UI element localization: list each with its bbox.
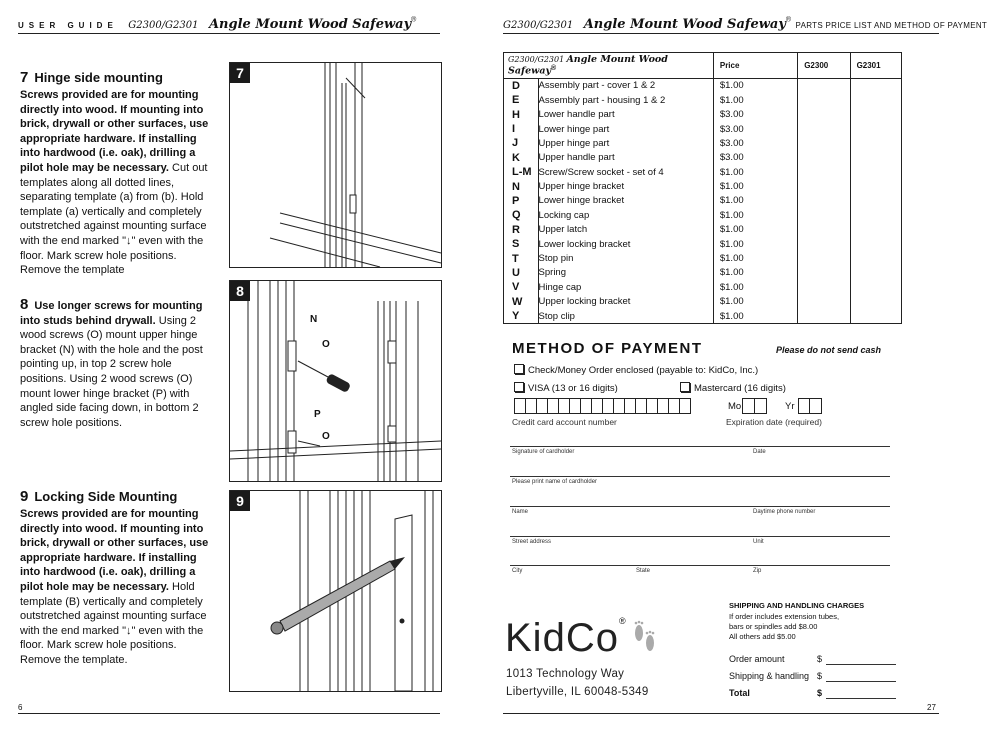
table-row	[504, 93, 902, 107]
figure-8-callout-p: P	[314, 409, 321, 420]
phone-label: Daytime phone number	[753, 509, 816, 515]
step-7-heading	[20, 69, 210, 87]
qty-g2301[interactable]	[850, 295, 901, 309]
part-price: $1.00	[713, 251, 797, 265]
street-label: Street address	[512, 539, 552, 545]
step-8-bold: Use longer screws for mounting into studs behind drywall.	[20, 300, 203, 327]
exp-year-box-2[interactable]	[809, 398, 822, 414]
table-row	[504, 179, 902, 193]
total-line[interactable]	[826, 698, 896, 699]
part-description: Screw/Screw socket - set of 4	[538, 165, 713, 179]
zip-label: Zip	[753, 568, 762, 574]
check-option-label: Check/Money Order enclosed (payable to: KidCo, Inc.)	[528, 365, 759, 376]
part-letter: R	[504, 223, 539, 237]
table-row	[504, 223, 902, 237]
part-description: Upper locking bracket	[538, 295, 713, 309]
shipping-title: SHIPPING AND HANDLING CHARGES	[729, 601, 865, 610]
visa-checkbox[interactable]	[514, 382, 524, 392]
city-label: City	[512, 568, 523, 574]
qty-g2300[interactable]	[798, 208, 850, 222]
yr-label: Yr	[785, 401, 795, 412]
step-7	[20, 69, 210, 278]
qty-g2301[interactable]	[850, 136, 901, 150]
table-model: G2300/G2301	[508, 55, 565, 64]
qty-g2301[interactable]	[850, 280, 901, 294]
qty-g2300[interactable]	[798, 151, 850, 165]
part-letter: K	[504, 151, 539, 165]
order-amount-line[interactable]	[826, 664, 896, 665]
qty-g2301[interactable]	[850, 309, 901, 324]
figure-8-label: 8	[230, 281, 250, 301]
kidco-logo-text: KidCo	[505, 616, 619, 660]
figure-8-illustration	[230, 281, 441, 481]
qty-g2301[interactable]	[850, 151, 901, 165]
step-8-number: 8	[20, 296, 29, 313]
left-footer-rule	[18, 713, 440, 714]
table-row	[504, 237, 902, 251]
qty-g2301[interactable]	[850, 194, 901, 208]
part-price: $3.00	[713, 136, 797, 150]
total-label: Total	[729, 688, 750, 698]
col-price: Price	[713, 53, 797, 79]
visa-option-label: VISA (13 or 16 digits)	[528, 383, 618, 394]
mastercard-option-label: Mastercard (16 digits)	[694, 383, 786, 394]
step-7-text: Cut out templates along all dotted lines, separating template (a) from (b). Hold template (a) vertically and completely outstretched against mounting surface with the end marked "↓" even with the floor. Mark screw hole positions. Remove the template	[20, 161, 208, 277]
left-brand: Angle Mount Wood Safeway	[208, 17, 412, 32]
part-letter: P	[504, 194, 539, 208]
mastercard-option[interactable]	[680, 382, 786, 394]
qty-g2301[interactable]	[850, 107, 901, 121]
qty-g2301[interactable]	[850, 266, 901, 280]
left-header	[18, 15, 416, 33]
name-line[interactable]	[510, 506, 890, 507]
qty-g2300[interactable]	[798, 165, 850, 179]
part-description: Assembly part - cover 1 & 2	[538, 78, 713, 93]
part-letter: H	[504, 107, 539, 121]
left-model: G2300/G2301	[128, 20, 199, 31]
figure-9-illustration	[230, 491, 441, 691]
shipping-handling-currency: $	[817, 671, 823, 681]
qty-g2301[interactable]	[850, 93, 901, 107]
part-description: Locking cap	[538, 208, 713, 222]
state-label: State	[636, 568, 651, 574]
part-price: $3.00	[713, 107, 797, 121]
order-amount-currency: $	[817, 654, 823, 664]
check-option[interactable]	[514, 364, 758, 376]
figure-8-callout-o-lower: O	[322, 431, 330, 442]
address-line-1: 1013 Technology Way	[506, 668, 625, 680]
part-letter: J	[504, 136, 539, 150]
shipping-note-2: bars or spindles add $8.00	[729, 622, 818, 631]
step-9-number: 9	[20, 488, 29, 505]
qty-g2301[interactable]	[850, 251, 901, 265]
table-row	[504, 295, 902, 309]
col-g2301: G2301	[850, 53, 901, 79]
figure-7-illustration	[230, 63, 441, 267]
table-row	[504, 78, 902, 93]
qty-g2300[interactable]	[798, 251, 850, 265]
signature-label: Signature of cardholder	[512, 449, 575, 455]
print-name-label: Please print name of cardholder	[512, 479, 598, 485]
qty-g2300[interactable]	[798, 309, 850, 324]
exp-date-label: Expiration date (required)	[726, 417, 822, 427]
shipping-notes	[729, 612, 839, 642]
kidco-logo	[505, 616, 658, 661]
qty-g2300[interactable]	[798, 223, 850, 237]
step-7-bold: Screws provided are for mounting directly into wood. If mounting into brick, drywall or other surfaces, use appropriate hardware. If installing into hardwood (i.e. oak), drilling a pilot hole may be necessary.	[20, 89, 209, 174]
table-row	[504, 165, 902, 179]
right-header	[503, 15, 987, 33]
step-7-number: 7	[20, 69, 29, 86]
parts-table-body	[504, 78, 902, 324]
step-8-text: Using 2 wood screws (O) mount upper hinge bracket (N) with the hole and the post pointing up, in top 2 screw hole positions. Using 2 wood screws (O) mount lower hinge bracket (P) with angled side facing down, in bottom 2 screw hole positions.	[20, 314, 203, 429]
part-description: Assembly part - housing 1 & 2	[538, 93, 713, 107]
step-9-body	[20, 507, 210, 668]
part-description: Stop clip	[538, 309, 713, 324]
part-description: Lower handle part	[538, 107, 713, 121]
figure-7-label: 7	[230, 63, 250, 83]
col-g2300: G2300	[798, 53, 850, 79]
part-price: $1.00	[713, 266, 797, 280]
kidco-reg-mark: ®	[618, 616, 626, 626]
table-row	[504, 136, 902, 150]
part-price: $1.00	[713, 280, 797, 294]
address-line-2: Libertyville, IL 60048-5349	[506, 686, 649, 698]
qty-g2300[interactable]	[798, 280, 850, 294]
part-description: Lower locking bracket	[538, 237, 713, 251]
city-line[interactable]	[510, 565, 890, 566]
qty-g2300[interactable]	[798, 136, 850, 150]
mastercard-checkbox[interactable]	[680, 382, 690, 392]
figure-8-callout-n: N	[310, 314, 318, 325]
check-checkbox[interactable]	[514, 364, 524, 374]
left-reg-mark: ®	[411, 16, 417, 24]
part-description: Lower hinge part	[538, 122, 713, 136]
cc-number-label: Credit card account number	[512, 417, 617, 427]
part-letter: V	[504, 280, 539, 294]
step-8	[20, 298, 210, 430]
unit-label: Unit	[753, 539, 764, 545]
part-price: $1.00	[713, 237, 797, 251]
part-description: Lower hinge bracket	[538, 194, 713, 208]
table-row	[504, 107, 902, 121]
right-header-rule	[503, 33, 939, 34]
table-row	[504, 251, 902, 265]
step-9-title: Locking Side Mounting	[34, 489, 178, 504]
left-header-rule	[18, 33, 440, 34]
qty-g2300[interactable]	[798, 93, 850, 107]
part-price: $1.00	[713, 295, 797, 309]
step-7-body	[20, 88, 210, 278]
right-model: G2300/G2301	[503, 20, 574, 31]
table-row	[504, 194, 902, 208]
qty-g2300[interactable]	[798, 194, 850, 208]
part-description: Upper handle part	[538, 151, 713, 165]
part-letter: L-M	[504, 165, 539, 179]
part-description: Stop pin	[538, 251, 713, 265]
right-reg-mark: ®	[785, 16, 792, 24]
qty-g2300[interactable]	[798, 295, 850, 309]
part-letter: Y	[504, 309, 539, 324]
figure-7	[229, 62, 442, 268]
left-page-number: 6	[18, 703, 23, 712]
part-price: $1.00	[713, 208, 797, 222]
part-price: $1.00	[713, 78, 797, 93]
figure-8-callout-o-upper: O	[322, 339, 330, 350]
qty-g2301[interactable]	[850, 165, 901, 179]
part-price: $1.00	[713, 223, 797, 237]
part-letter: Q	[504, 208, 539, 222]
figure-9	[229, 490, 442, 692]
qty-g2301[interactable]	[850, 223, 901, 237]
step-9	[20, 488, 210, 668]
parts-header-brand	[504, 53, 714, 79]
part-letter: U	[504, 266, 539, 280]
part-price: $1.00	[713, 194, 797, 208]
step-7-title: Hinge side mounting	[34, 70, 163, 85]
cc-digit-box[interactable]	[679, 398, 691, 414]
table-row	[504, 208, 902, 222]
part-price: $1.00	[713, 309, 797, 324]
right-footer-rule	[503, 713, 939, 714]
right-header-suffix: PARTS PRICE LIST AND METHOD OF PAYMENT	[795, 21, 987, 30]
qty-g2300[interactable]	[798, 179, 850, 193]
table-row	[504, 280, 902, 294]
part-letter: S	[504, 237, 539, 251]
part-letter: N	[504, 179, 539, 193]
part-description: Upper latch	[538, 223, 713, 237]
table-reg-mark: ®	[551, 65, 557, 72]
total-currency: $	[817, 688, 823, 698]
qty-g2300[interactable]	[798, 122, 850, 136]
right-brand: Angle Mount Wood Safeway	[583, 17, 786, 32]
visa-option[interactable]	[514, 382, 618, 394]
exp-month-box-2[interactable]	[754, 398, 767, 414]
step-9-heading	[20, 488, 210, 506]
user-guide-label: USER GUIDE	[18, 21, 118, 30]
parts-table-header	[504, 53, 902, 79]
signature-line[interactable]	[510, 446, 890, 447]
figure-9-label: 9	[230, 491, 250, 511]
right-page-number: 27	[927, 703, 936, 712]
part-price: $3.00	[713, 151, 797, 165]
step-8-body	[20, 298, 210, 430]
date-label: Date	[753, 449, 766, 455]
qty-g2301[interactable]	[850, 122, 901, 136]
footprints-icon	[632, 619, 658, 657]
shipping-note-1: If order includes extension tubes,	[729, 612, 840, 621]
table-row	[504, 309, 902, 324]
part-description: Upper hinge bracket	[538, 179, 713, 193]
qty-g2300[interactable]	[798, 237, 850, 251]
part-description: Upper hinge part	[538, 136, 713, 150]
part-letter: I	[504, 122, 539, 136]
figure-8	[229, 280, 442, 482]
qty-g2301[interactable]	[850, 208, 901, 222]
step-9-text: Hold template (B) vertically and completely outstretched against mounting surface with the end marked "↓" even with the floor. Mark screw hole positions. Remove the template.	[20, 580, 207, 666]
table-row	[504, 266, 902, 280]
qty-g2300[interactable]	[798, 266, 850, 280]
street-line[interactable]	[510, 536, 890, 537]
shipping-handling-line[interactable]	[826, 681, 896, 682]
table-brand: Angle Mount Wood Safeway	[508, 54, 668, 77]
mo-label: Mo	[728, 401, 742, 412]
shipping-handling-label: Shipping & handling	[729, 671, 810, 681]
shipping-note-3: All others add $5.00	[729, 632, 796, 641]
qty-g2301[interactable]	[850, 78, 901, 93]
part-price: $3.00	[713, 122, 797, 136]
part-description: Hinge cap	[538, 280, 713, 294]
name-label: Name	[512, 509, 529, 515]
order-amount-label: Order amount	[729, 654, 785, 664]
part-price: $1.00	[713, 179, 797, 193]
part-letter: W	[504, 295, 539, 309]
table-row	[504, 151, 902, 165]
parts-price-table	[503, 52, 902, 324]
qty-g2300[interactable]	[798, 78, 850, 93]
print-name-line[interactable]	[510, 476, 890, 477]
table-row	[504, 122, 902, 136]
part-letter: D	[504, 78, 539, 93]
part-description: Spring	[538, 266, 713, 280]
payment-note: Please do not send cash	[776, 345, 882, 355]
part-price: $1.00	[713, 93, 797, 107]
payment-title: METHOD OF PAYMENT	[512, 340, 703, 357]
qty-g2301[interactable]	[850, 237, 901, 251]
step-9-bold: Screws provided are for mounting directly into wood. If mounting into brick, drywall or other surfaces, use appropriate hardware. If installing into hardwood (i.e. oak), drilling a pilot hole may be necessary.	[20, 508, 209, 593]
part-price: $1.00	[713, 165, 797, 179]
qty-g2301[interactable]	[850, 179, 901, 193]
part-letter: T	[504, 251, 539, 265]
part-letter: E	[504, 93, 539, 107]
qty-g2300[interactable]	[798, 107, 850, 121]
